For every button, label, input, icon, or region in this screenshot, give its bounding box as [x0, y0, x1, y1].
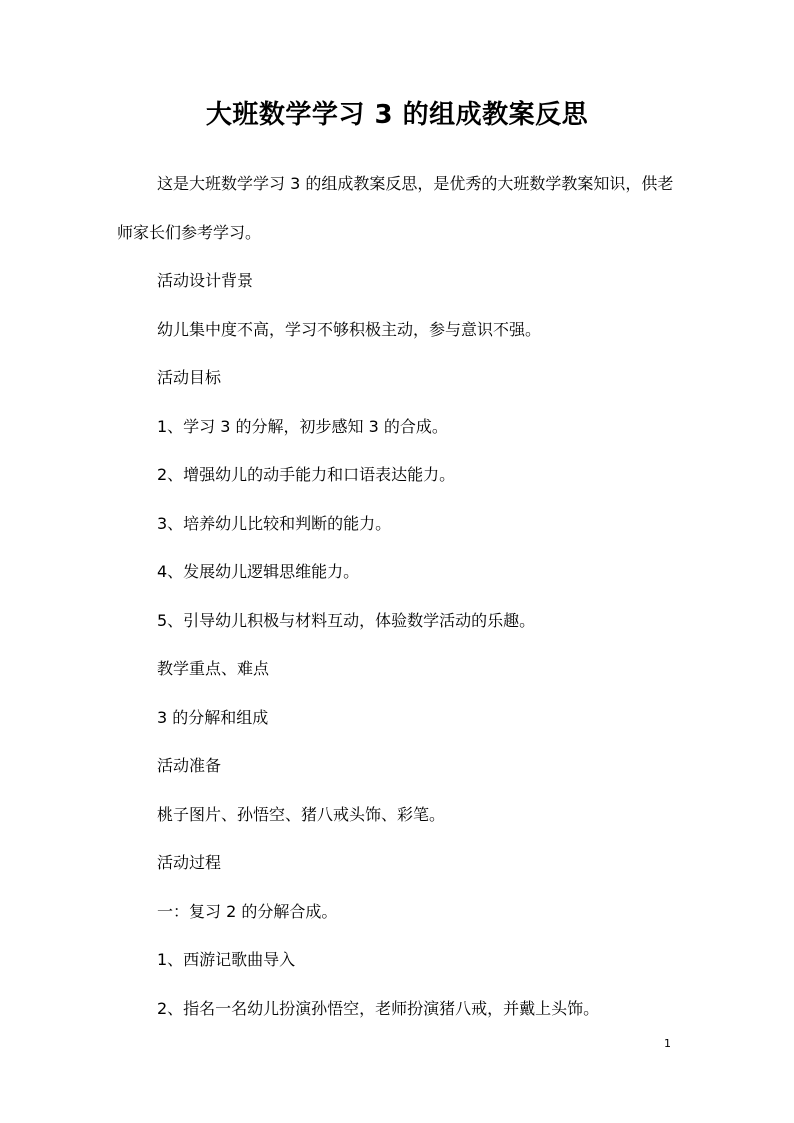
- process-step: 2、指名一名幼儿扮演孙悟空，老师扮演猪八戒，并戴上头饰。: [157, 998, 600, 1018]
- document-title: 大班数学学习 3 的组成教案反思: [205, 100, 589, 130]
- paragraph-intro: 这是大班数学学习 3 的组成教案反思，是优秀的大班数学教案知识，供老师家长们参考学习。: [117, 174, 674, 242]
- goal-item: 1、学习 3 的分解，初步感知 3 的合成。: [157, 416, 448, 436]
- heading-goals: 活动目标: [157, 368, 222, 387]
- heading-preparation: 活动准备: [157, 756, 222, 775]
- page-number: 1: [664, 1037, 671, 1050]
- paragraph-key-points: 3 的分解和组成: [157, 707, 269, 727]
- goal-item: 2、增强幼儿的动手能力和口语表达能力。: [157, 465, 456, 484]
- process-step: 1、西游记歌曲导入: [157, 950, 296, 969]
- heading-key-points: 教学重点、难点: [157, 659, 270, 678]
- paragraph-background: 幼儿集中度不高，学习不够积极主动，参与意识不强。: [157, 319, 542, 339]
- process-step: 一：复习 2 的分解合成。: [157, 901, 338, 921]
- heading-process: 活动过程: [157, 853, 222, 872]
- heading-background: 活动设计背景: [157, 271, 254, 290]
- goal-item: 5、引导幼儿积极与材料互动，体验数学活动的乐趣。: [157, 610, 536, 630]
- document-body: [117, 160, 687, 1033]
- goal-item: 3、培养幼儿比较和判断的能力。: [157, 513, 392, 533]
- goal-item: 4、发展幼儿逻辑思维能力。: [157, 562, 360, 581]
- paragraph-preparation: 桃子图片、孙悟空、猪八戒头饰、彩笔。: [157, 804, 446, 824]
